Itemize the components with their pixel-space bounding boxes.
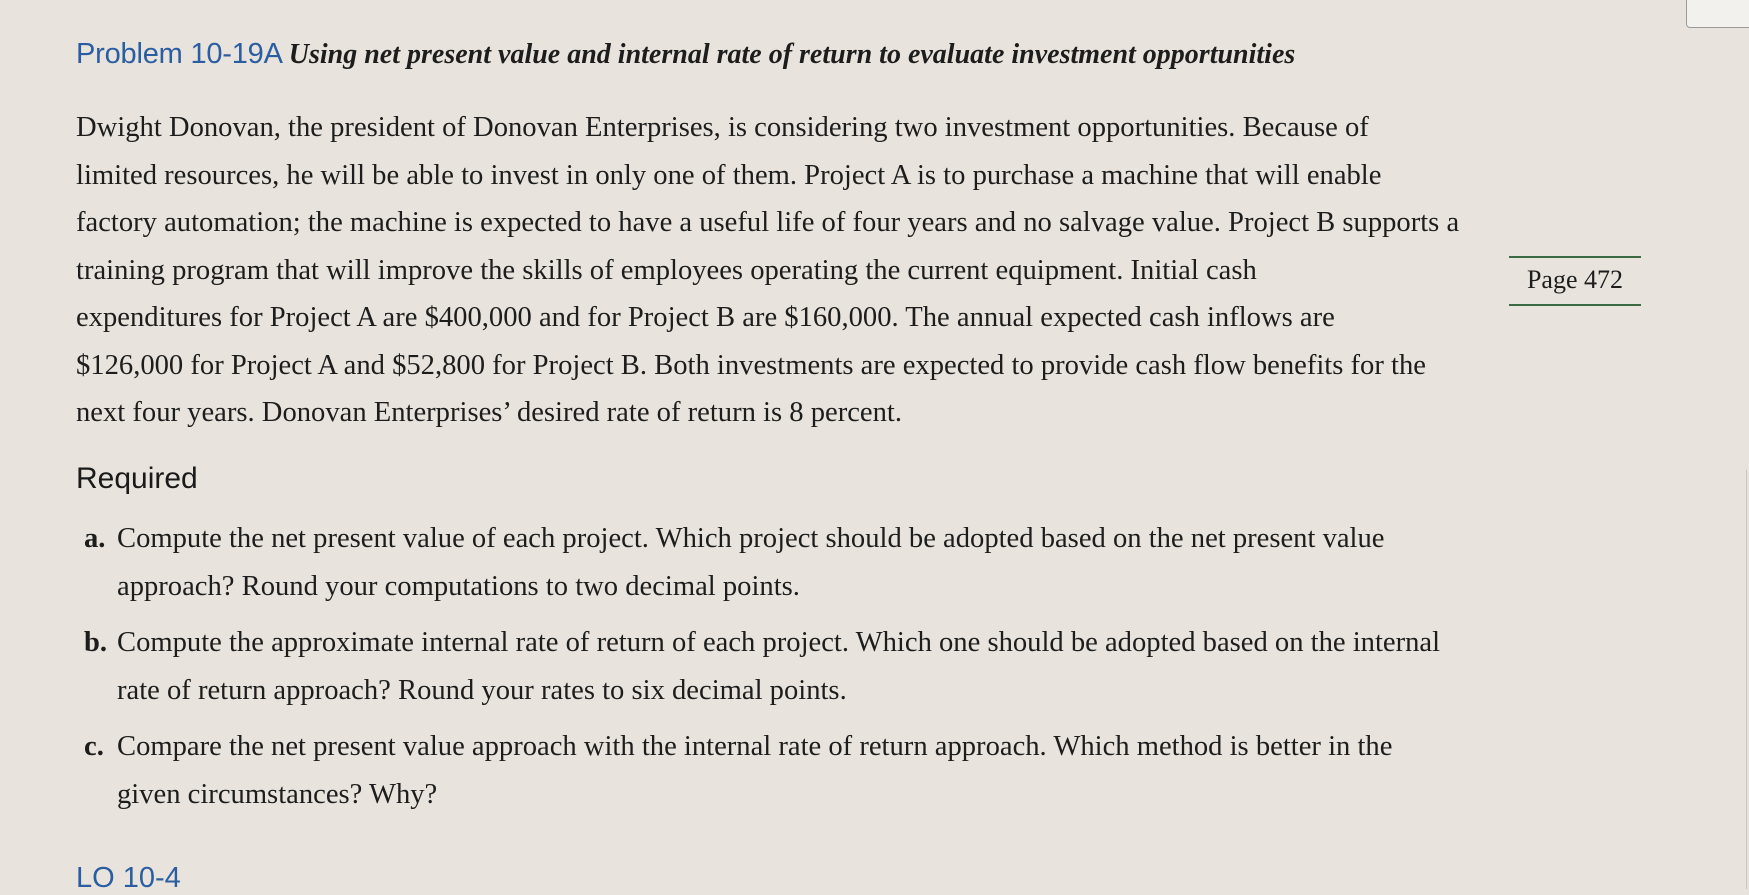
requirement-letter: a. [84, 523, 106, 554]
learning-objective-link[interactable]: LO 10-4 [76, 862, 181, 894]
requirement-line: given circumstances? Why? [117, 778, 438, 810]
corner-panel[interactable] [1686, 0, 1749, 28]
description-line: expenditures for Project A are $400,000 and for Project B are $160,000. The annual expected cash inflows are [76, 302, 1335, 333]
page-marker: Page 472 [1509, 256, 1641, 306]
description-line: training program that will improve the skills of employees operating the current equipment. Initial cash [76, 254, 1257, 286]
requirement-letter: b. [84, 627, 108, 658]
requirement-text [117, 723, 1392, 818]
scroll-edge [1746, 470, 1747, 889]
problem-label: Problem 10-19A [76, 38, 283, 70]
required-heading: Required [76, 462, 198, 495]
requirement-line: Compare the net present value approach with the internal rate of return approach. Which method is better in the [117, 731, 1393, 762]
description-line: $126,000 for Project A and $52,800 for Project B. Both investments are expected to provide cash flow benefits for the [76, 349, 1426, 381]
description-line: Dwight Donovan, the president of Donovan Enterprises, is considering two investment opportunities. Because of [76, 112, 1369, 143]
problem-description [76, 104, 1646, 437]
description-line: next four years. Donovan Enterprises’ desired rate of return is 8 percent. [76, 397, 902, 428]
requirement-letter: c. [84, 731, 104, 762]
requirement-text [117, 619, 1440, 714]
requirement-line: rate of return approach? Round your rates to six decimal points. [117, 674, 847, 706]
requirement-line: Compute the approximate internal rate of return of each project. Which one should be adopted based on the internal [117, 627, 1441, 658]
requirement-line: Compute the net present value of each project. Which project should be adopted based on the net present value [117, 523, 1385, 554]
requirement-text [117, 515, 1385, 610]
problem-title: Using net present value and internal rate of return to evaluate investment opportunities [288, 39, 1296, 70]
description-line: factory automation; the machine is expected to have a useful life of four years and no salvage value. Project B supports a [76, 207, 1460, 238]
requirement-line: approach? Round your computations to two decimal points. [117, 570, 800, 602]
problem-heading [76, 38, 1295, 71]
description-line: limited resources, he will be able to invest in only one of them. Project A is to purchase a machine that will enable [76, 159, 1382, 191]
